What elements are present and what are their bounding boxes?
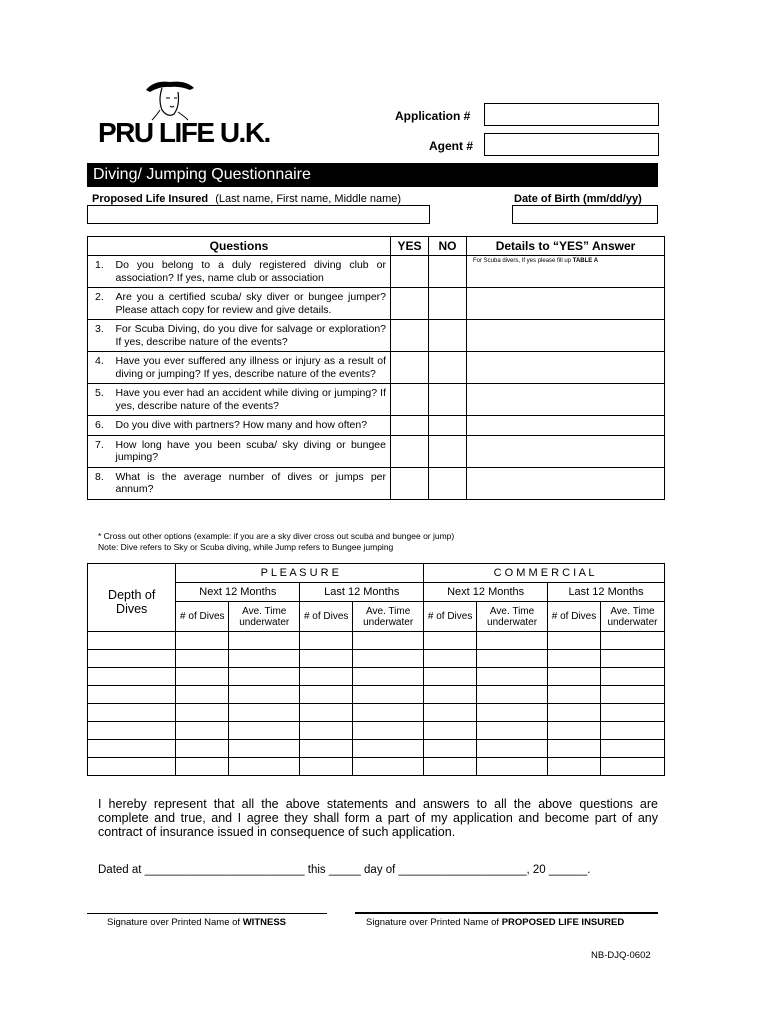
entry-cell[interactable] <box>353 686 424 704</box>
yes-cell[interactable] <box>391 384 429 416</box>
dob-field[interactable] <box>512 205 658 224</box>
question-row-4 <box>88 352 665 384</box>
depth-row <box>88 740 665 758</box>
pleasure-last-12-months: Last 12 Months <box>300 583 424 602</box>
dob-label: Date of Birth (mm/dd/yy) <box>514 193 642 205</box>
entry-cell[interactable] <box>477 704 548 722</box>
entry-cell[interactable] <box>353 740 424 758</box>
no-cell[interactable] <box>429 256 467 288</box>
entry-cell[interactable] <box>300 758 353 776</box>
entry-cell[interactable] <box>176 704 229 722</box>
entry-cell[interactable] <box>600 740 664 758</box>
entry-cell[interactable] <box>424 740 477 758</box>
entry-cell[interactable] <box>353 758 424 776</box>
question-number: 4. <box>88 352 114 384</box>
entry-cell[interactable] <box>548 632 601 650</box>
yes-cell[interactable] <box>391 288 429 320</box>
depth-row <box>88 650 665 668</box>
yes-cell[interactable] <box>391 320 429 352</box>
entry-cell[interactable] <box>300 668 353 686</box>
num-dives-header: # of Dives <box>300 602 353 632</box>
entry-cell[interactable] <box>477 722 548 740</box>
entry-cell[interactable] <box>424 686 477 704</box>
question-text: Are you a certified scuba/ sky diver or bungee jumper? Please attach copy for review and give details. <box>114 288 391 320</box>
details-note-table: TABLE A <box>572 258 599 264</box>
entry-cell[interactable] <box>229 632 300 650</box>
entry-cell[interactable] <box>548 668 601 686</box>
depth-row <box>88 686 665 704</box>
entry-cell[interactable] <box>600 758 664 776</box>
depth-row <box>88 704 665 722</box>
question-row-1 <box>88 256 665 288</box>
entry-cell[interactable] <box>176 686 229 704</box>
entry-cell[interactable] <box>548 650 601 668</box>
depth-of-dives-header <box>88 564 176 632</box>
entry-cell[interactable] <box>229 722 300 740</box>
logo-text: PRU LIFE U.K. <box>98 117 270 148</box>
question-text: What is the average number of dives or jumps per annum? <box>114 467 391 499</box>
question-text: Have you ever had an accident while diving or jumping? If yes, describe nature of the events? <box>114 384 391 416</box>
insured-name-field[interactable] <box>87 205 430 224</box>
yes-cell[interactable] <box>391 256 429 288</box>
entry-cell[interactable] <box>424 668 477 686</box>
yes-cell[interactable] <box>391 352 429 384</box>
details-cell[interactable] <box>467 256 665 288</box>
pleasure-header: P L E A S U R E <box>176 564 424 583</box>
depth-cell[interactable] <box>88 740 176 758</box>
question-row-3 <box>88 320 665 352</box>
entry-cell[interactable] <box>229 704 300 722</box>
agent-label: Agent # <box>429 139 474 153</box>
question-text: How long have you been scuba/ sky diving or bungee jumping? <box>114 435 391 467</box>
entry-cell[interactable] <box>548 758 601 776</box>
details-cell[interactable] <box>467 467 665 499</box>
yes-cell[interactable] <box>391 416 429 436</box>
entry-cell[interactable] <box>548 704 601 722</box>
insured-signature-label <box>366 917 624 928</box>
form-code: NB-DJQ-0602 <box>591 950 651 961</box>
depth-label-1: Depth of <box>108 588 156 602</box>
entry-cell[interactable] <box>600 650 664 668</box>
entry-cell[interactable] <box>176 740 229 758</box>
entry-cell[interactable] <box>477 668 548 686</box>
pleasure-next-12-months: Next 12 Months <box>176 583 300 602</box>
no-cell[interactable] <box>429 320 467 352</box>
yes-header: YES <box>391 237 429 256</box>
details-header: Details to “YES” Answer <box>467 237 665 256</box>
ave-time-header: Ave. Time underwater <box>353 602 424 632</box>
details-cell[interactable] <box>467 384 665 416</box>
entry-cell[interactable] <box>548 686 601 704</box>
form-title: Diving/ Jumping Questionnaire <box>87 163 658 187</box>
question-text: Do you belong to a duly registered diving club or association? If yes, name club or association <box>114 256 391 288</box>
entry-cell[interactable] <box>600 686 664 704</box>
yes-cell[interactable] <box>391 435 429 467</box>
no-cell[interactable] <box>429 467 467 499</box>
question-number: 1. <box>88 256 114 288</box>
no-cell[interactable] <box>429 352 467 384</box>
agent-number-field[interactable] <box>484 133 659 156</box>
entry-cell[interactable] <box>176 650 229 668</box>
question-text: Do you dive with partners? How many and how often? <box>114 416 391 436</box>
entry-cell[interactable] <box>229 686 300 704</box>
ave-time-header: Ave. Time underwater <box>600 602 664 632</box>
questions-header: Questions <box>88 237 391 256</box>
entry-cell[interactable] <box>424 704 477 722</box>
insured-label: Proposed Life Insured <box>92 193 209 205</box>
entry-cell[interactable] <box>600 632 664 650</box>
num-dives-header: # of Dives <box>548 602 601 632</box>
entry-cell[interactable] <box>300 704 353 722</box>
entry-cell[interactable] <box>600 704 664 722</box>
num-dives-header: # of Dives <box>424 602 477 632</box>
questions-table <box>87 236 665 500</box>
entry-cell[interactable] <box>229 650 300 668</box>
entry-cell[interactable] <box>600 722 664 740</box>
depth-row <box>88 722 665 740</box>
witness-bold: WITNESS <box>242 917 286 928</box>
ave-time-header: Ave. Time underwater <box>229 602 300 632</box>
depth-row <box>88 668 665 686</box>
logo-face-icon <box>140 76 200 122</box>
entry-cell[interactable] <box>300 632 353 650</box>
question-text: For Scuba Diving, do you dive for salvage or exploration? If yes, describe nature of the events? <box>114 320 391 352</box>
commercial-next-12-months: Next 12 Months <box>424 583 548 602</box>
depth-cell[interactable] <box>88 686 176 704</box>
commercial-header: C O M M E R C I A L <box>424 564 665 583</box>
insured-bold: PROPOSED LIFE INSURED <box>501 917 625 928</box>
no-cell[interactable] <box>429 288 467 320</box>
entry-cell[interactable] <box>477 686 548 704</box>
insured-sublabel: (Last name, First name, Middle name) <box>215 193 402 205</box>
question-number: 2. <box>88 288 114 320</box>
entry-cell[interactable] <box>424 758 477 776</box>
entry-cell[interactable] <box>176 632 229 650</box>
entry-cell[interactable] <box>229 740 300 758</box>
yes-cell[interactable] <box>391 467 429 499</box>
no-header: NO <box>429 237 467 256</box>
entry-cell[interactable] <box>548 740 601 758</box>
question-row-8 <box>88 467 665 499</box>
details-cell[interactable] <box>467 435 665 467</box>
note-dive-definition: Note: Dive refers to Sky or Scuba diving, while Jump refers to Bungee jumping <box>98 542 394 552</box>
entry-cell[interactable] <box>176 668 229 686</box>
question-number: 8. <box>88 467 114 499</box>
note-cross-out: * Cross out other options (example: if you are a sky diver cross out scuba and bungee or jump) <box>98 531 455 541</box>
details-note: For Scuba divers, If yes please fill up <box>473 258 573 264</box>
commercial-last-12-months: Last 12 Months <box>548 583 665 602</box>
entry-cell[interactable] <box>176 758 229 776</box>
details-cell[interactable] <box>467 416 665 436</box>
num-dives-header: # of Dives <box>176 602 229 632</box>
no-cell[interactable] <box>429 416 467 436</box>
entry-cell[interactable] <box>353 722 424 740</box>
entry-cell[interactable] <box>424 722 477 740</box>
entry-cell[interactable] <box>600 668 664 686</box>
ave-time-header: Ave. Time underwater <box>477 602 548 632</box>
application-number-field[interactable] <box>484 103 659 126</box>
entry-cell[interactable] <box>229 668 300 686</box>
question-text: Have you ever suffered any illness or injury as a result of diving or jumping? If yes, describe nature of the events? <box>114 352 391 384</box>
entry-cell[interactable] <box>548 722 601 740</box>
depth-cell[interactable] <box>88 632 176 650</box>
depth-cell[interactable] <box>88 650 176 668</box>
no-cell[interactable] <box>429 435 467 467</box>
depth-cell[interactable] <box>88 758 176 776</box>
depth-cell[interactable] <box>88 722 176 740</box>
depth-row <box>88 632 665 650</box>
details-cell[interactable] <box>467 320 665 352</box>
depth-header-row-1 <box>88 564 665 583</box>
entry-cell[interactable] <box>353 632 424 650</box>
application-label: Application # <box>395 109 471 123</box>
details-cell[interactable] <box>467 288 665 320</box>
entry-cell[interactable] <box>424 632 477 650</box>
witness-signature-line[interactable] <box>87 913 327 914</box>
question-row-2 <box>88 288 665 320</box>
question-number: 5. <box>88 384 114 416</box>
dated-line[interactable]: Dated at _________________________ this _____ day of ____________________, 20 ______. <box>98 864 591 876</box>
depth-cell[interactable] <box>88 704 176 722</box>
entry-cell[interactable] <box>353 704 424 722</box>
question-number: 3. <box>88 320 114 352</box>
details-cell[interactable] <box>467 352 665 384</box>
entry-cell[interactable] <box>424 650 477 668</box>
depth-row <box>88 758 665 776</box>
question-number: 6. <box>88 416 114 436</box>
entry-cell[interactable] <box>477 632 548 650</box>
question-row-6 <box>88 416 665 436</box>
no-cell[interactable] <box>429 384 467 416</box>
entry-cell[interactable] <box>477 758 548 776</box>
questions-header-row <box>88 237 665 256</box>
entry-cell[interactable] <box>300 686 353 704</box>
entry-cell[interactable] <box>300 740 353 758</box>
notes <box>98 531 454 553</box>
entry-cell[interactable] <box>477 650 548 668</box>
insured-signature-line[interactable] <box>355 912 658 914</box>
declaration-text: I hereby represent that all the above statements and answers to all the above questions are complete and true, and I agree they shall form a part of my application and become part of any contract of insurance issued in consequence of such application. <box>98 797 658 839</box>
witness-signature-label <box>107 917 286 928</box>
question-number: 7. <box>88 435 114 467</box>
entry-cell[interactable] <box>176 722 229 740</box>
entry-cell[interactable] <box>229 758 300 776</box>
entry-cell[interactable] <box>353 650 424 668</box>
entry-cell[interactable] <box>300 722 353 740</box>
depth-table <box>87 563 665 776</box>
depth-cell[interactable] <box>88 668 176 686</box>
question-row-7 <box>88 435 665 467</box>
witness-prefix: Signature over Printed Name of <box>107 917 243 928</box>
entry-cell[interactable] <box>353 668 424 686</box>
entry-cell[interactable] <box>300 650 353 668</box>
entry-cell[interactable] <box>477 740 548 758</box>
depth-label-2: Dives <box>116 602 148 616</box>
insured-label-row <box>92 193 401 205</box>
insured-prefix: Signature over Printed Name of <box>366 917 502 928</box>
question-row-5 <box>88 384 665 416</box>
